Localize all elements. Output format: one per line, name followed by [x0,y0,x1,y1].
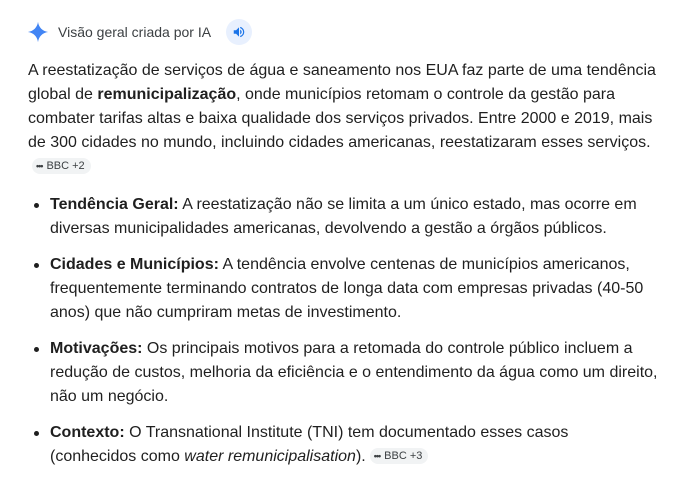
listen-button[interactable] [226,19,252,45]
source-chip[interactable] [370,448,429,464]
bullet-title: Motivações: [50,340,143,357]
bullet-text: O Transnational Institute (TNI) tem documentado esses casos (conhecidos como [50,424,569,465]
more-dots-icon: ••• [373,451,381,461]
bullet-title: Tendência Geral: [50,196,179,213]
bullet-italic-term: water remunicipalisation [184,448,356,465]
ai-overview-header [27,18,252,46]
bullet-title: Cidades e Municípios: [50,256,219,273]
source-chip[interactable] [32,158,91,174]
source-chip-label: BBC +2 [46,160,85,172]
bullet-text: A tendência envolve centenas de municípios americanos, frequentemente terminando contratos de longa data com empresas privadas (40-50 anos) que não cumpriram metas de investimento. [50,256,644,321]
intro-text-2: , onde municípios retomam o controle da gestão para combater tarifas altas e baixa qualidade dos serviços privados. Entre 2000 e 2019, mais de 300 cidades no mundo, incluindo cidades americanas, reestatizaram esses serviços. [28,86,653,151]
bullet-text-after: ). [355,448,366,465]
intro-paragraph [28,59,658,179]
list-item [28,253,658,325]
bullet-text: Os principais motivos para a retomada do controle público incluem a redução de custos, melhoria da eficiência e o entendimento da água como um direito, não um negócio. [50,340,658,405]
source-chip-label: BBC +3 [384,450,423,462]
more-dots-icon: ••• [36,161,43,171]
list-item [28,421,658,469]
bullet-dot [34,431,39,436]
bullet-dot [34,203,39,208]
bullet-list [28,193,658,469]
list-item [28,337,658,409]
speaker-icon [232,25,246,39]
bullet-title: Contexto: [50,424,125,441]
header-title: Visão geral criada por IA [58,24,212,40]
sparkle-icon [27,21,49,43]
bullet-dot [34,263,39,268]
intro-text-1: A reestatização de serviços de água e saneamento nos EUA faz parte de uma tendência global de [28,62,656,103]
bullet-dot [34,347,39,352]
intro-bold-term: remunicipalização [97,86,237,103]
list-item [28,193,658,241]
ai-overview-content [28,59,658,481]
bullet-text: A reestatização não se limita a um único estado, mas ocorre em diversas municipalidades americanas, devolvendo a gestão a órgãos públicos. [50,196,637,237]
